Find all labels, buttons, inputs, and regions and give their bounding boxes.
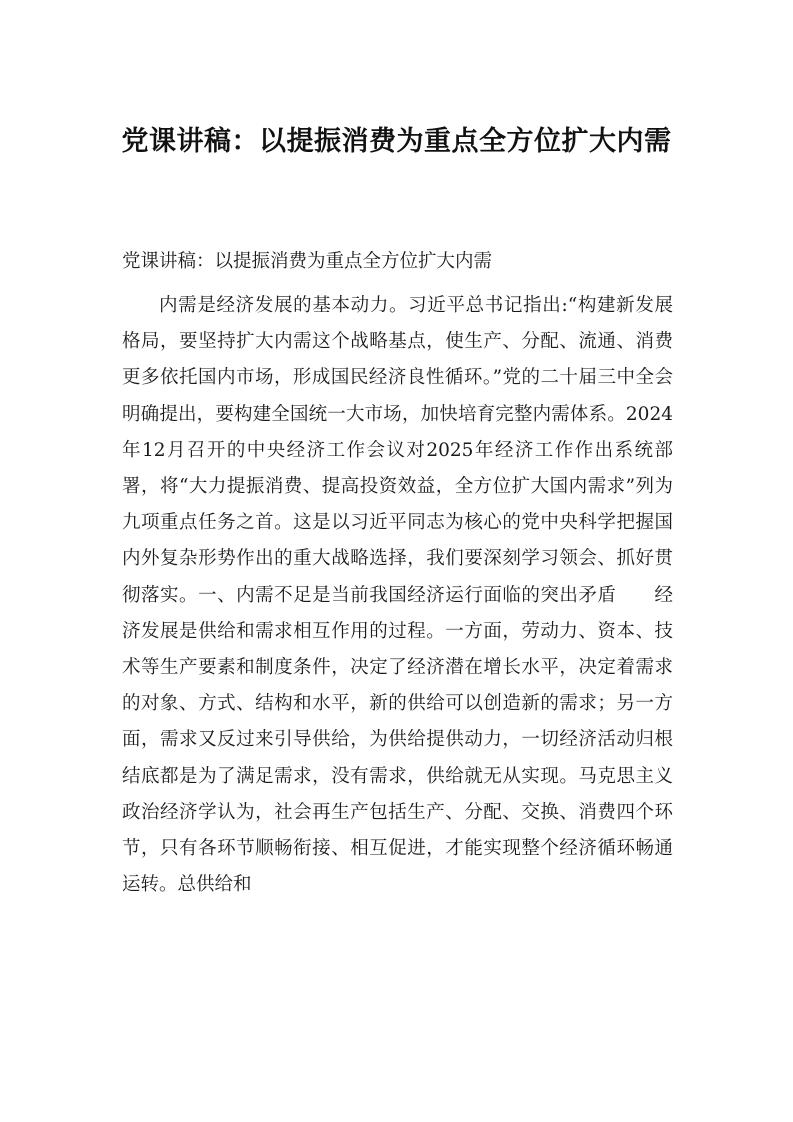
document-body-paragraph: 内需是经济发展的基本动力。习近平总书记指出:“构建新发展格局，要坚持扩大内需这个战略基点，使生产、分配、流通、消费更多依托国内市场，形成国民经济良性循环。”党的二十届三中全会明确提出，要构建全国统一大市场，加快培育完整内需体系。2024年12月召开的中央经济工作会议对2025年经济工作作出系统部署，将“大力提振消费、提高投资效益，全方位扩大国内需求”列为九项重点任务之首。这是以习近平同志为核心的党中央科学把握国内外复杂形势作出的重大战略选择，我们要深刻学习领会、抓好贯彻落实。一、内需不足是当前我国经济运行面临的突出矛盾 经济发展是供给和需求相互作用的过程。一方面，劳动力、资本、技术等生产要素和制度条件，决定了经济潜在增长水平，决定着需求的对象、方式、结构和水平，新的供给可以创造新的需求；另一方面，需求又反过来引导供给，为供给提供动力，一切经济活动归根结底都是为了满足需求，没有需求，供给就无从实现。马克思主义政治经济学认为，社会再生产包括生产、分配、交换、消费四个环节，只有各环节顺畅衔接、相互促进，才能实现整个经济循环畅通运转。总供给和 xyxy=(122,295,673,896)
document-title: 党课讲稿：以提振消费为重点全方位扩大内需 xyxy=(121,126,672,157)
document-subtitle: 党课讲稿：以提振消费为重点全方位扩大内需 xyxy=(122,251,493,272)
